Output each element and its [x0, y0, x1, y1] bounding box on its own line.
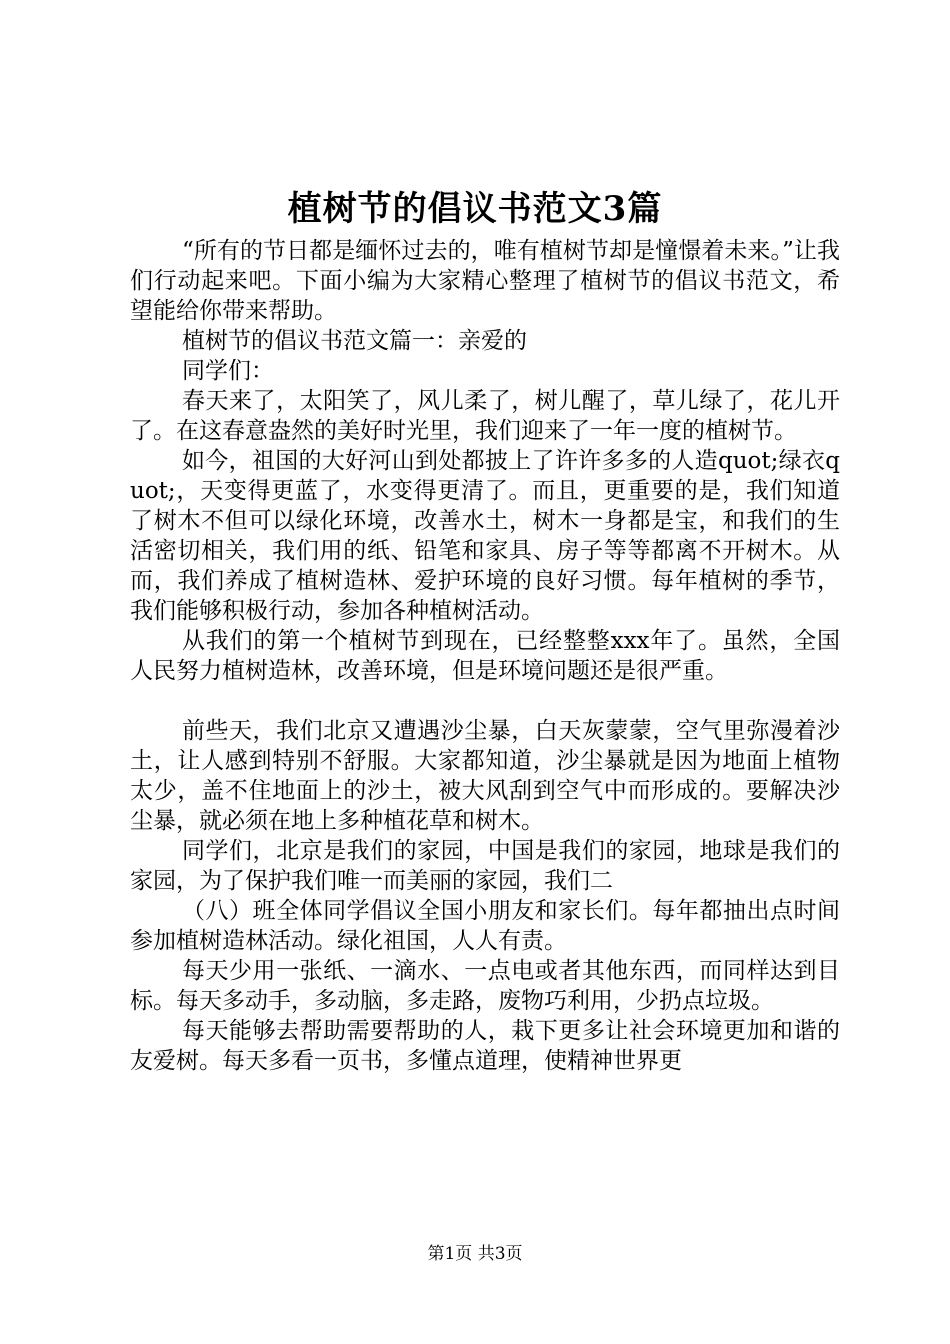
paragraph-daily-help: 每天能够去帮助需要帮助的人，栽下更多让社会环境更加和谐的友爱树。每天多看一页书，多懂点道理，使精神世界更 [130, 1018, 840, 1074]
paragraph-today: 如今，祖国的大好河山到处都披上了许许多多的人造quot;绿衣quot;，天变得更蓝了，水变得更清了。而且，更重要的是，我们知道了树木不但可以绿化环境，改善水土，树木一身都是宝，和我们的生活密切相关，我们用的纸、铅笔和家具、房子等等都离不开树木。从而，我们养成了植树造林、爱护环境的良好习惯。每年植树的季节，我们能够积极行动，参加各种植树活动。 [130, 448, 840, 624]
paragraph-intro: “所有的节日都是缅怀过去的，唯有植树节却是憧憬着未来。”让我们行动起来吧。下面小编为大家精心整理了植树节的倡议书范文，希望能给你带来帮助。 [130, 238, 840, 324]
paragraph-class-proposal: （八）班全体同学倡议全国小朋友和家长们。每年都抽出点时间参加植树造林活动。绿化祖国，人人有责。 [130, 898, 840, 954]
page-footer: 第1页 共3页 [427, 1244, 523, 1264]
paragraph-classmates: 同学们，北京是我们的家园，中国是我们的家园，地球是我们的家园，为了保护我们唯一而美丽的家园，我们二 [130, 838, 840, 894]
paragraph-heading-one: 植树节的倡议书范文篇一：亲爱的 [182, 328, 527, 354]
paragraph-spring: 春天来了，太阳笑了，风儿柔了，树儿醒了，草儿绿了，花儿开了。在这春意盎然的美好时光里，我们迎来了一年一度的植树节。 [130, 388, 840, 444]
document-body [130, 236, 840, 1076]
paragraph-daily-savings: 每天少用一张纸、一滴水、一点电或者其他东西，而同样达到目标。每天多动手，多动脑，多走路，废物巧利用，少扔点垃圾。 [130, 958, 840, 1014]
document-title: 植树节的倡议书范文3篇 [287, 189, 663, 229]
paragraph-salutation: 同学们： [182, 358, 274, 384]
paragraph-sandstorm: 前些天，我们北京又遭遇沙尘暴，白天灰蒙蒙，空气里弥漫着沙土，让人感到特别不舒服。大家都知道，沙尘暴就是因为地面上植物太少，盖不住地面上的沙土，被大风刮到空气中而形成的。要解决沙尘暴，就必须在地上多种植花草和树木。 [130, 718, 840, 834]
paragraph-first-arbor-day: 从我们的第一个植树节到现在，已经整整xxx年了。虽然，全国人民努力植树造林，改善环境，但是环境问题还是很严重。 [130, 628, 840, 684]
